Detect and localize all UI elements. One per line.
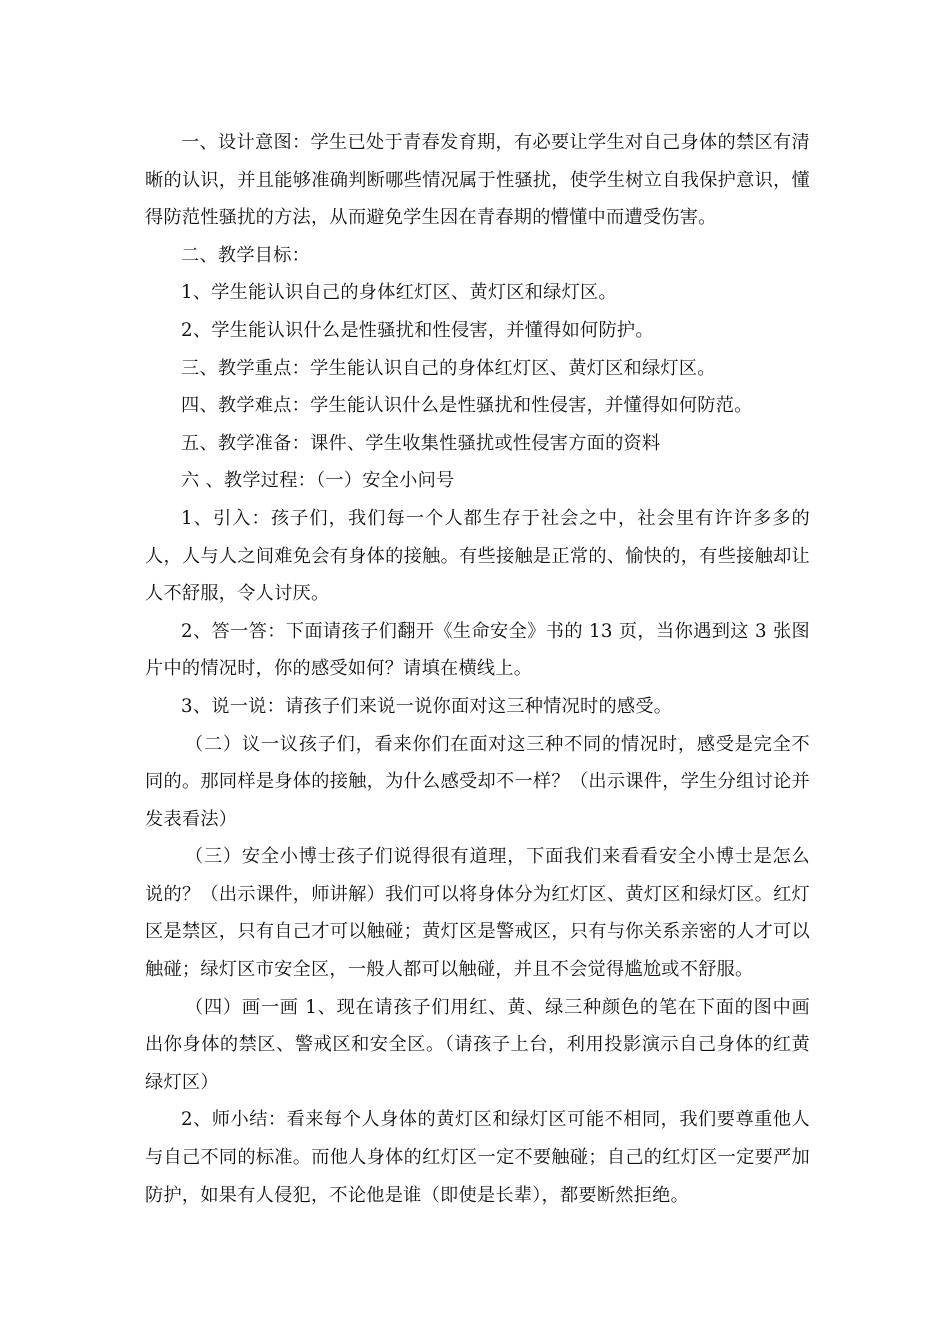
paragraph-goal-2: 2、学生能认识什么是性骚扰和性侵害，并懂得如何防护。 [181, 319, 654, 341]
paragraph-design-intent: 一、设计意图：学生已处于青春发育期，有必要让学生对自己身体的禁区有清晰的认识，并且能够准确判断哪些情况属于性骚扰，使学生树立自我保护意识，懂得防范性骚扰的方法，从而避免学生因在青春期的懵懂中而遭受伤害。 [145, 132, 810, 229]
paragraph-introduction: 1、引入：孩子们，我们每一个人都生存于社会之中，社会里有许许多多的人，人与人之间难免会有身体的接触。有些接触是正常的、愉快的，有些接触却让人不舒服，令人讨厌。 [145, 507, 810, 605]
paragraph-speak: 3、说一说：请孩子们来说一说你面对这三种情况时的感受。 [181, 695, 673, 717]
paragraph-draw: （四）画一画 1、现在请孩子们用红、黄、绿三种颜色的笔在下面的图中画出你身体的禁区、警戒区和安全区。（请孩子上台，利用投影演示自己身体的红黄绿灯区） [145, 996, 810, 1093]
paragraph-preparation: 五、教学准备：课件、学生收集性骚扰或性侵害方面的资料 [181, 432, 661, 454]
paragraph-safety-doctor: （三）安全小博士孩子们说得很有道理，下面我们来看看安全小博士是怎么说的？（出示课件，师讲解）我们可以将身体分为红灯区、黄灯区和绿灯区。红灯区是禁区，只有自己才可以触碰；黄灯区是警戒区，只有与你关系亲密的人才可以触碰；绿灯区市安全区，一般人都可以触碰，并且不会觉得尴尬或不舒服。 [145, 846, 810, 981]
paragraph-answer: 2、答一答：下面请孩子们翻开《生命安全》书的 13 页，当你遇到这 3 张图片中的情况时，你的感受如何？请填在横线上。 [145, 620, 810, 680]
document-body [145, 124, 810, 1214]
paragraph-goal-1: 1、学生能认识自己的身体红灯区、黄灯区和绿灯区。 [181, 282, 617, 304]
paragraph-key-points: 三、教学重点：学生能认识自己的身体红灯区、黄灯区和绿灯区。 [181, 357, 716, 379]
paragraph-process-heading: 六 、教学过程：（一）安全小问号 [181, 470, 455, 492]
paragraph-discuss: （二）议一议孩子们，看来你们在面对这三种不同的情况时，感受是完全不同的。那同样是身体的接触，为什么感受却不一样？（出示课件，学生分组讨论并发表看法） [145, 733, 810, 830]
paragraph-teaching-goals-heading: 二、教学目标： [181, 244, 311, 266]
paragraph-difficulties: 四、教学难点：学生能认识什么是性骚扰和性侵害，并懂得如何防范。 [181, 395, 753, 417]
paragraph-summary: 2、师小结：看来每个人身体的黄灯区和绿灯区可能不相同，我们要尊重他人与自己不同的标准。而他人身体的红灯区一定不要触碰；自己的红灯区一定要严加防护，如果有人侵犯，不论他是谁（即使是长辈），都要断然拒绝。 [145, 1109, 810, 1206]
